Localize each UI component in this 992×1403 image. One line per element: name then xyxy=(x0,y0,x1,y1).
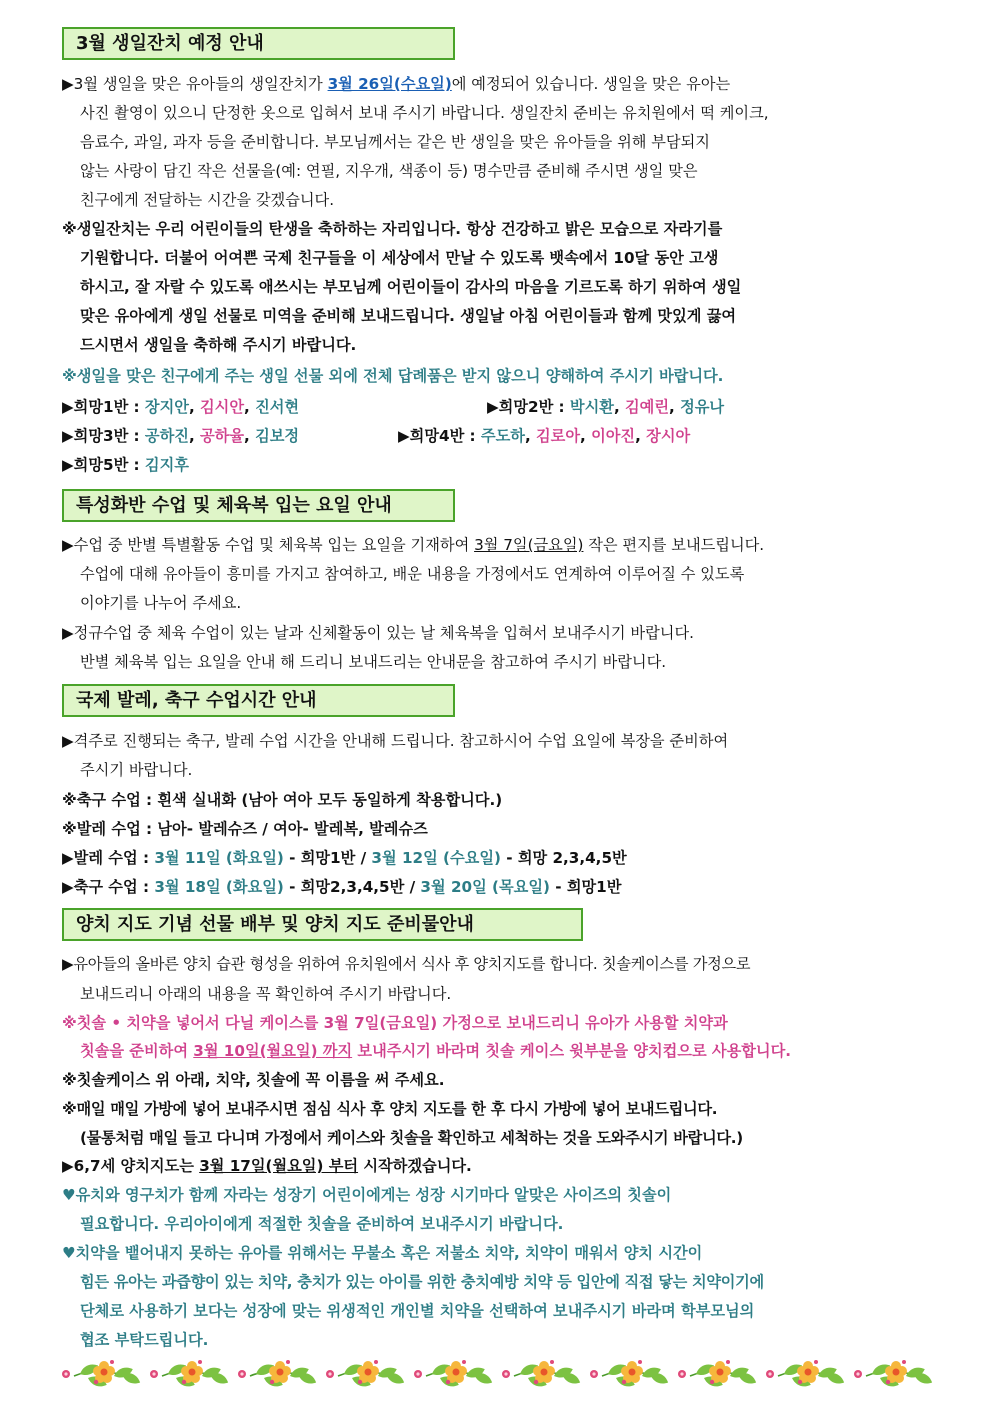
birthday-line-4: 않는 사랑이 담긴 작은 선물을(예: 연필, 지우개, 색종이 등) 명수만큼 준비해 주시면 생일 맞은 xyxy=(80,162,698,180)
special-line-5: 반별 체육복 입는 요일을 안내 해 드리니 보내드리는 안내문을 참고하여 주시기 바랍니다. xyxy=(80,653,667,671)
class-row-hope2: ▶희망2반 : 박시환, 김예린, 정유나 xyxy=(487,398,725,416)
birthday-line-3: 음료수, 과일, 과자 등을 준비합니다. 부모님께서는 같은 반 생일을 맞은 유아들을 위해 부담되지 xyxy=(80,133,710,151)
section-header-toothbrush: 양치 지도 기념 선물 배부 및 양치 지도 준비물안내 xyxy=(62,908,583,941)
toothbrush-line-1: ▶유아들의 올바른 양치 습관 형성을 위하여 유치원에서 식사 후 양치지도를 합니다. 칫솔케이스를 가정으로 xyxy=(62,955,751,973)
toothbrush-daily-2: (물통처럼 매일 들고 다니며 가정에서 케이스와 칫솔을 확인하고 세척하는 것을 도와주시기 바랍니다.) xyxy=(80,1129,743,1147)
birthday-note-5: 드시면서 생일을 축하해 주시기 바랍니다. xyxy=(80,336,357,354)
birthday-note-3: 하시고, 잘 자랄 수 있도록 애쓰시는 부모님께 어린이들이 감사의 마음을 기르도록 하기 위하여 생일 xyxy=(80,278,742,296)
section-header-birthday: 3월 생일잔치 예정 안내 xyxy=(62,27,455,60)
special-line-4: ▶정규수업 중 체육 수업이 있는 날과 신체활동이 있는 날 체육복을 입혀서 보내주시기 바랍니다. xyxy=(62,624,694,642)
ballet-soccer-line-2: 주시기 바랍니다. xyxy=(80,761,193,779)
toothbrush-due-date: 3월 10일(월요일) 까지 xyxy=(193,1042,353,1060)
toothbrush-heart-1: ♥유치와 영구치가 함께 자라는 성장기 어린이에게는 성장 시기마다 알맞은 사이즈의 칫솔이 xyxy=(62,1186,672,1204)
toothbrush-line-2: 보내드리니 아래의 내용을 꼭 확인하여 주시기 바랍니다. xyxy=(80,985,452,1003)
special-line-1: ▶수업 중 반별 특별활동 수업 및 체육복 입는 요일을 기재하여 3월 7일(금요일) 작은 편지를 보내드립니다. xyxy=(62,536,765,554)
birthday-date: 3월 26일(수요일) xyxy=(327,75,452,93)
birthday-note-1: ※생일잔치는 우리 어린이들의 탄생을 축하하는 자리입니다. 항상 건강하고 밝은 모습으로 자라기를 xyxy=(62,220,723,238)
birthday-line-2: 사진 촬영이 있으니 단정한 옷으로 입혀서 보내 주시기 바랍니다. 생일잔치 준비는 유치원에서 떡 케이크, xyxy=(80,104,769,122)
flower-garland-decoration xyxy=(58,1352,938,1392)
birthday-line-5: 친구에게 전달하는 시간을 갖겠습니다. xyxy=(80,191,335,209)
section-header-special-class: 특성화반 수업 및 체육복 입는 요일 안내 xyxy=(62,489,455,522)
birthday-line-1: ▶3월 생일을 맞은 유아들의 생일잔치가 3월 26일(수요일)에 예정되어 있습니다. 생일을 맞은 유아는 xyxy=(62,75,731,93)
toothbrush-start-date: 3월 17일(월요일) 부터 xyxy=(199,1157,359,1175)
class-row-hope4: ▶희망4반 : 주도하, 김로아, 이아진, 장시아 xyxy=(398,427,691,445)
birthday-note-2: 기원합니다. 더불어 어여쁜 국제 친구들을 이 세상에서 만날 수 있도록 뱃속에서 10달 동안 고생 xyxy=(80,249,719,267)
toothbrush-case-notice-2: 칫솔을 준비하여 3월 10일(월요일) 까지 보내주시기 바라며 칫솔 케이스 윗부분을 양치컵으로 사용합니다. xyxy=(80,1042,792,1060)
toothbrush-start: ▶6,7세 양치지도는 3월 17일(월요일) 부터 시작하겠습니다. xyxy=(62,1157,472,1175)
ballet-soccer-line-1: ▶격주로 진행되는 축구, 발레 수업 시간을 안내해 드립니다. 참고하시어 수업 요일에 복장을 준비하여 xyxy=(62,732,729,750)
class-row-hope3: ▶희망3반 : 공하진, 공하율, 김보정 xyxy=(62,427,300,445)
ballet-attire: ※발레 수업 : 남아- 발레슈즈 / 여아- 발레복, 발레슈즈 xyxy=(62,820,428,838)
toothpaste-heart-3: 단체로 사용하기 보다는 성장에 맞는 위생적인 개인별 치약을 선택하여 보내주시기 바라며 학부모님의 xyxy=(80,1302,755,1320)
section-header-ballet-soccer: 국제 발레, 축구 수업시간 안내 xyxy=(62,684,455,717)
soccer-attire: ※축구 수업 : 흰색 실내화 (남아 여아 모두 동일하게 착용합니다.) xyxy=(62,791,503,809)
toothbrush-case-notice-1: ※칫솔 • 치약을 넣어서 다닐 케이스를 3월 7일(금요일) 가정으로 보내드리니 유아가 사용할 치약과 xyxy=(62,1014,728,1032)
class-row-hope5: ▶희망5반 : 김지후 xyxy=(62,456,189,474)
toothpaste-heart-4: 협조 부탁드립니다. xyxy=(80,1331,209,1349)
class-row-hope1: ▶희망1반 : 장지안, 김시안, 진서현 xyxy=(62,398,300,416)
birthday-note-4: 맞은 유아에게 생일 선물로 미역을 준비해 보내드립니다. 생일날 아침 어린이들과 함께 맛있게 끓여 xyxy=(80,307,737,325)
birthday-gift-notice: ※생일을 맞은 친구에게 주는 생일 선물 외에 전체 답례품은 받지 않으니 양해하여 주시기 바랍니다. xyxy=(62,367,724,385)
toothbrush-name-label: ※칫솔케이스 위 아래, 치약, 칫솔에 꼭 이름을 써 주세요. xyxy=(62,1071,445,1089)
toothbrush-heart-2: 필요합니다. 우리아이에게 적절한 칫솔을 준비하여 보내주시기 바랍니다. xyxy=(80,1215,564,1233)
letter-date: 3월 7일(금요일) xyxy=(474,536,584,554)
toothpaste-heart-1: ♥치약을 뱉어내지 못하는 유아를 위해서는 무불소 혹은 저불소 치약, 치약이 매워서 양치 시간이 xyxy=(62,1244,703,1262)
toothpaste-heart-2: 힘든 유아는 과즙향이 있는 치약, 충치가 있는 아이를 위한 충치예방 치약 등 입안에 직접 닿는 치약이기에 xyxy=(80,1273,764,1291)
soccer-schedule: ▶축구 수업 : 3월 18일 (화요일) - 희망2,3,4,5반 / 3월 20일 (목요일) - 희망1반 xyxy=(62,878,622,896)
special-line-2: 수업에 대해 유아들이 흥미를 가지고 참여하고, 배운 내용을 가정에서도 연계하여 이루어질 수 있도록 xyxy=(80,565,745,583)
toothbrush-daily-1: ※매일 매일 가방에 넣어 보내주시면 점심 식사 후 양치 지도를 한 후 다시 가방에 넣어 보내드립니다. xyxy=(62,1100,718,1118)
ballet-schedule: ▶발레 수업 : 3월 11일 (화요일) - 희망1반 / 3월 12일 (수요일) - 희망 2,3,4,5반 xyxy=(62,849,627,867)
special-line-3: 이야기를 나누어 주세요. xyxy=(80,594,242,612)
